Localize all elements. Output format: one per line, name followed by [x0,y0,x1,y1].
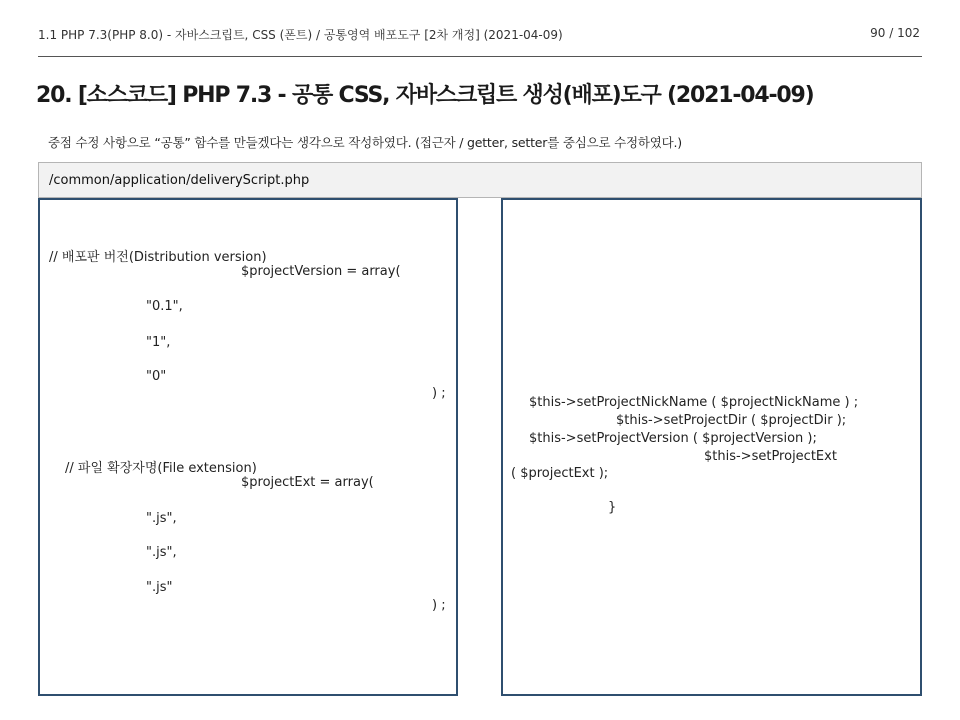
page-number: 90 / 102 [870,26,920,40]
project-ext-declaration: $projectExt = array( [241,475,374,490]
version-item-1: "0.1", [146,299,183,314]
set-ext-call-line: $this->setProjectExt [704,449,837,464]
file-path-label: /common/application/deliveryScript.php [49,173,310,188]
set-version-line: $this->setProjectVersion ( $projectVersion ); [529,431,817,446]
set-ext-arg-line: ( $projectExt ); [511,466,609,481]
ext-item-2: ".js", [146,545,177,560]
version-item-2: "1", [146,335,171,350]
version-array-close: ) ; [432,386,446,401]
version-item-3: "0" [146,369,167,384]
code-panel-left [38,198,458,696]
ext-item-1: ".js", [146,511,177,526]
comment-file-extension: // 파일 확장자명(File extension) [65,461,257,476]
running-header: 1.1 PHP 7.3(PHP 8.0) - 자바스크립트, CSS (폰트) / 공통영역 배포도구 [2차 개정] (2021-04-09) [38,28,563,42]
closing-brace: } [608,500,617,515]
set-dir-line: $this->setProjectDir ( $projectDir ); [616,413,847,428]
ext-array-close: ) ; [432,598,446,613]
comment-distribution-version: // 배포판 버전(Distribution version) [49,250,267,265]
page-title: 20. [소스코드] PHP 7.3 - 공통 CSS, 자바스크립트 생성(배포)도구 (2021-04-09) [36,83,814,108]
set-nickname-line: $this->setProjectNickName ( $projectNickName ) ; [529,395,859,410]
project-version-declaration: $projectVersion = array( [241,264,401,279]
intro-paragraph: 중점 수정 사항으로 “공통” 함수를 만들겠다는 생각으로 작성하였다. (접근자 / getter, setter를 중심으로 수정하였다.) [48,135,682,150]
file-path-bar [38,162,922,198]
header-divider [38,56,922,57]
code-panel-right [501,198,922,696]
ext-item-3: ".js" [146,580,173,595]
